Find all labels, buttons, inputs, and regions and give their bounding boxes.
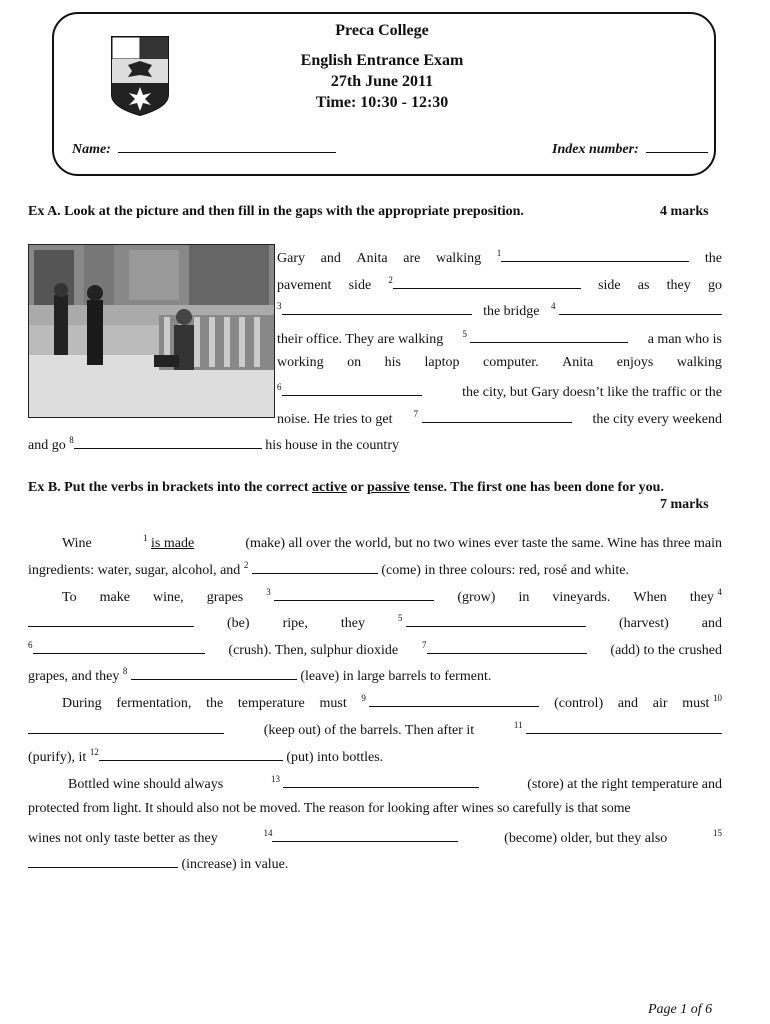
word: Bottled wine should always bbox=[68, 777, 224, 792]
word: noise. He tries to get bbox=[277, 412, 393, 427]
word: (leave) in large barrels to ferment. bbox=[300, 669, 492, 684]
gap-8[interactable]: 8 bbox=[123, 669, 297, 684]
gap-3[interactable]: 3 bbox=[277, 301, 472, 320]
word: as bbox=[637, 278, 650, 293]
word: temperature bbox=[237, 696, 305, 711]
word: air bbox=[652, 696, 668, 711]
word-with-gap-10: must $^{10}$ bbox=[682, 693, 722, 711]
word: (store) at the right temperature and bbox=[527, 777, 722, 792]
exam-time: Time: 10:30 - 12:30 bbox=[315, 94, 449, 111]
word: they bbox=[340, 616, 365, 631]
word: (grow) bbox=[457, 590, 496, 605]
word: (harvest) bbox=[619, 616, 669, 631]
word: ripe, bbox=[282, 616, 308, 631]
gap-2[interactable]: 2 bbox=[388, 275, 581, 294]
exA-line-8 bbox=[28, 435, 399, 454]
exB-title bbox=[28, 480, 722, 496]
word: walking bbox=[676, 355, 722, 370]
exB-line-1 bbox=[62, 533, 722, 552]
gap-5[interactable]: 5 bbox=[462, 329, 628, 348]
word: are bbox=[403, 251, 421, 266]
exA-line-7 bbox=[277, 409, 722, 428]
exB-title-pre: Ex B. Put the verbs in brackets into the correct bbox=[28, 480, 309, 495]
answer-text: is made bbox=[151, 536, 195, 551]
word: and go bbox=[28, 438, 66, 453]
word: (become) older, but they also bbox=[504, 831, 668, 846]
word: go bbox=[707, 278, 722, 293]
word: ingredients: water, sugar, alcohol, and bbox=[28, 563, 241, 578]
exB-line-8 bbox=[28, 720, 722, 739]
word: Gary bbox=[277, 251, 305, 266]
word: pavement bbox=[277, 278, 332, 293]
word: To bbox=[62, 590, 77, 605]
exB-line-10 bbox=[68, 774, 722, 793]
gap-10[interactable] bbox=[28, 721, 224, 739]
word: and bbox=[701, 616, 722, 631]
gap-12[interactable]: 12 bbox=[90, 750, 283, 765]
gap-6[interactable]: 6 bbox=[28, 640, 205, 659]
word: When bbox=[633, 590, 667, 605]
exB-or: or bbox=[350, 480, 364, 495]
word: wines not only taste better as they bbox=[28, 831, 218, 846]
word: make bbox=[99, 590, 130, 605]
gap-8[interactable]: 8 bbox=[69, 438, 262, 453]
word: fermentation, bbox=[116, 696, 192, 711]
name-blank[interactable] bbox=[118, 140, 336, 153]
gap-2[interactable]: 2 bbox=[244, 563, 378, 578]
exB-passive: passive bbox=[366, 480, 410, 495]
exB-line-13 bbox=[28, 855, 288, 873]
gap-15[interactable] bbox=[28, 857, 178, 872]
index-field[interactable] bbox=[552, 140, 708, 158]
gap-4[interactable] bbox=[28, 614, 194, 632]
word: (purify), it bbox=[28, 750, 87, 765]
word: (make) all over the world, but no two wines ever taste the same. Wine has three main bbox=[245, 536, 722, 551]
word: the bbox=[704, 251, 722, 266]
word: enjoys bbox=[616, 355, 654, 370]
exB-line-6 bbox=[28, 666, 491, 685]
word: During bbox=[62, 696, 102, 711]
word: the city every weekend bbox=[592, 412, 722, 427]
word: (control) bbox=[554, 696, 604, 711]
word: the bridge bbox=[483, 304, 540, 319]
word: (increase) in value. bbox=[181, 857, 289, 872]
page-number: Page 1 of 6 bbox=[648, 1002, 713, 1017]
word: they bbox=[666, 278, 691, 293]
exam-title: English Entrance Exam bbox=[300, 52, 464, 69]
exB-active: active bbox=[311, 480, 347, 495]
exB-title-post: tense. The first one has been done for you. bbox=[413, 480, 664, 495]
word: Wine bbox=[62, 536, 92, 551]
word: (add) to the crushed bbox=[610, 643, 722, 658]
word: laptop bbox=[424, 355, 460, 370]
exB-line-4 bbox=[28, 613, 722, 632]
gap-4[interactable]: 4 bbox=[551, 301, 722, 320]
word: the bbox=[206, 696, 224, 711]
example-answer: $^1$ is made bbox=[143, 533, 195, 551]
word: Anita bbox=[356, 251, 388, 266]
exA-line-6 bbox=[277, 382, 722, 401]
word: (come) in three colours: red, rosé and white. bbox=[381, 563, 629, 578]
exB-line-12 bbox=[28, 828, 722, 847]
exB-line-11: protected from light. It should also not be moved. The reason for looking after wines so carefully is that some bbox=[28, 801, 631, 816]
word: (put) into bottles. bbox=[286, 750, 384, 765]
exB-line-3 bbox=[62, 587, 722, 606]
word: on bbox=[347, 355, 362, 370]
word: in bbox=[518, 590, 530, 605]
exA-title: Ex A. Look at the picture and then fill in the gaps with the appropriate preposition. bbox=[28, 204, 524, 219]
gap-5[interactable]: 5 bbox=[398, 613, 586, 632]
word-with-gap-15: 15 bbox=[713, 828, 722, 838]
word: grapes, and they bbox=[28, 669, 120, 684]
exA-line-1 bbox=[277, 248, 722, 267]
gap-6[interactable]: 6 bbox=[277, 382, 422, 401]
gap-3[interactable]: 3 bbox=[266, 587, 434, 606]
word: side bbox=[348, 278, 372, 293]
word: side bbox=[598, 278, 621, 293]
gap-7[interactable]: 7 bbox=[422, 640, 587, 659]
index-label: Index number: bbox=[552, 142, 639, 157]
gap-7[interactable]: 7 bbox=[414, 409, 572, 428]
word: his bbox=[384, 355, 402, 370]
name-field[interactable] bbox=[72, 140, 336, 158]
gap-11[interactable]: 11 bbox=[514, 720, 722, 739]
word: vineyards. bbox=[552, 590, 611, 605]
index-blank[interactable] bbox=[646, 140, 708, 153]
word: (be) bbox=[227, 616, 250, 631]
word: computer. bbox=[483, 355, 539, 370]
word: grapes bbox=[206, 590, 244, 605]
exA-line-5 bbox=[277, 355, 722, 371]
gap-9[interactable]: 9 bbox=[361, 693, 539, 712]
exB-marks: 7 marks bbox=[660, 497, 709, 512]
word: Anita bbox=[562, 355, 594, 370]
word: walking bbox=[435, 251, 482, 266]
word: (keep out) of the barrels. Then after it bbox=[263, 723, 475, 738]
gap-13[interactable]: 13 bbox=[271, 774, 480, 793]
word: wine, bbox=[152, 590, 184, 605]
word: must bbox=[319, 696, 347, 711]
word: working bbox=[277, 355, 324, 370]
exB-line-9 bbox=[28, 747, 383, 766]
street-scene-image bbox=[29, 245, 274, 417]
word: their office. They are walking bbox=[277, 332, 444, 347]
exB-line-5 bbox=[28, 640, 722, 659]
exB-line-7 bbox=[62, 693, 722, 712]
exA-line-2 bbox=[277, 275, 722, 294]
exA-line-4 bbox=[277, 329, 722, 348]
word: and bbox=[617, 696, 639, 711]
name-label: Name: bbox=[72, 142, 111, 157]
exB-line-2 bbox=[28, 560, 629, 579]
exA-line-3 bbox=[277, 301, 722, 320]
word: a man who is bbox=[647, 332, 722, 347]
school-name: Preca College bbox=[335, 22, 429, 39]
word: (crush). Then, sulphur dioxide bbox=[228, 643, 399, 658]
exercise-photo bbox=[28, 244, 275, 418]
exam-date: 27th June 2011 bbox=[330, 73, 434, 90]
gap-1[interactable]: 1 bbox=[497, 248, 690, 267]
exA-marks: 4 marks bbox=[660, 204, 709, 219]
word: his house in the country bbox=[265, 438, 399, 453]
word: and bbox=[320, 251, 341, 266]
word: the city, but Gary doesn’t like the traffic or the bbox=[462, 385, 722, 400]
gap-14[interactable]: 14 bbox=[263, 828, 458, 847]
word-with-gap-4: they $^4$ bbox=[689, 587, 722, 605]
